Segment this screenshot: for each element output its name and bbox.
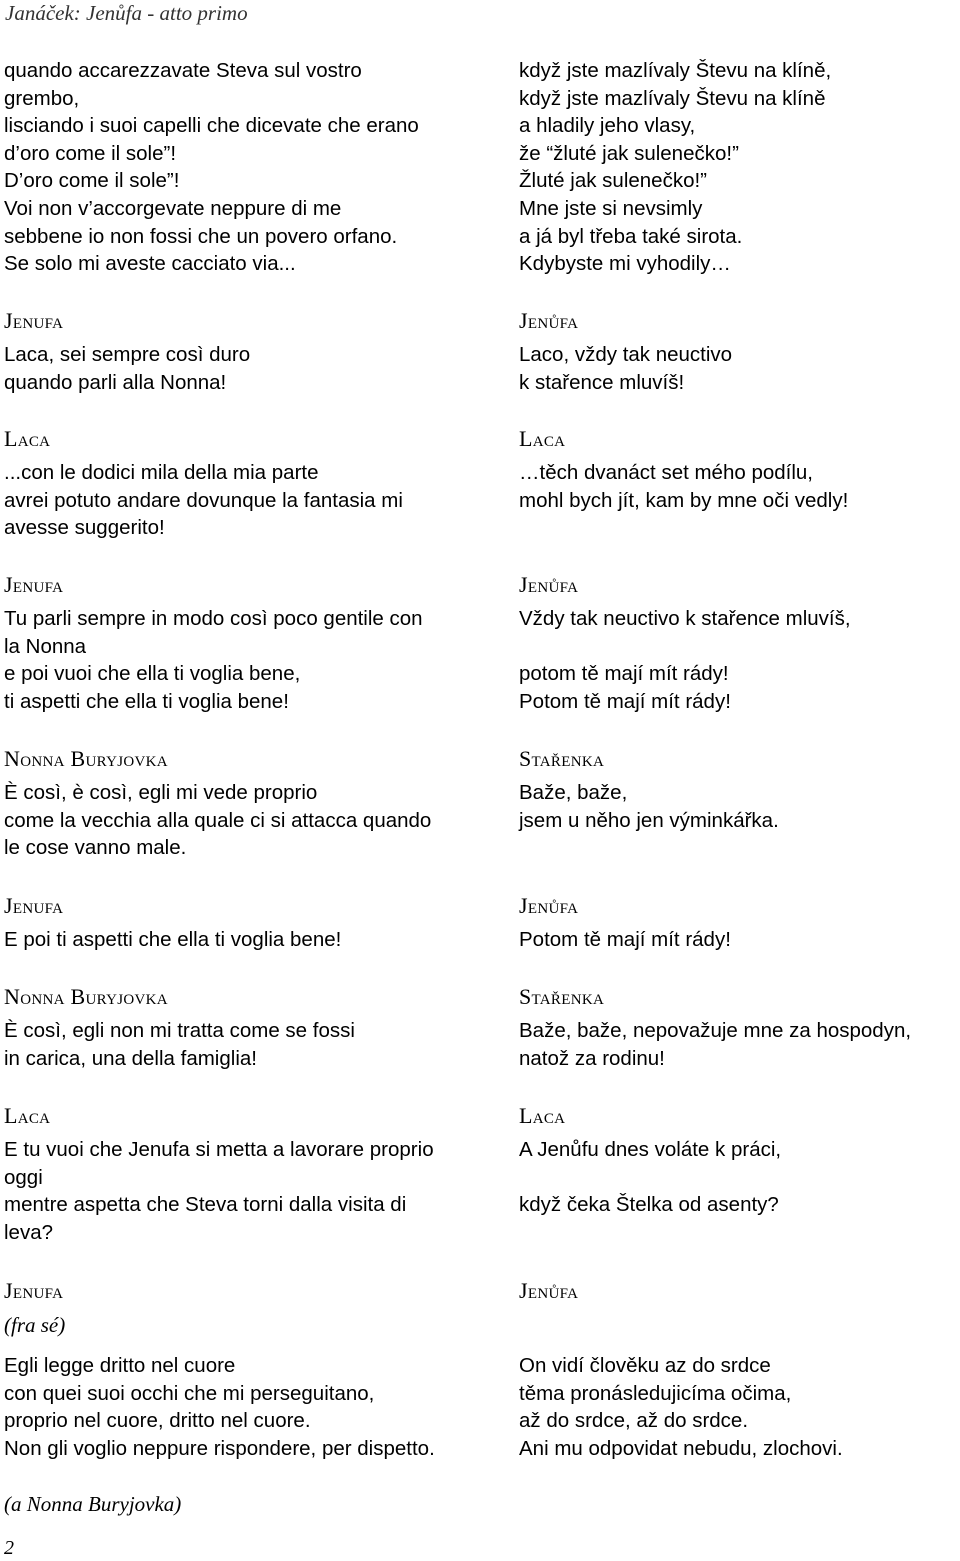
czech-block-7 [519, 1102, 781, 1219]
dialogue-line: Mne jste si nevsimly [519, 196, 703, 220]
speaker-name: Stařenka [519, 746, 605, 771]
dialogue-line: ...con le dodici mila della mia parte [4, 461, 319, 484]
dialogue-line: těma pronásledujicíma očima, [519, 1381, 792, 1405]
dialogue-lines [4, 926, 341, 954]
dialogue-line: Potom tě mají mít rády! [519, 689, 731, 713]
dialogue-line: mohl bych jít, kam by mne oči vedly! [519, 488, 849, 512]
czech-block-1 [519, 307, 732, 396]
italian-block-1 [4, 307, 250, 396]
dialogue-line: Voi non v’accorgevate neppure di me [4, 196, 342, 220]
dialogue-line: sebbene io non fossi che un povero orfano. [4, 224, 398, 248]
stage-direction: (fra sé) [4, 1313, 66, 1337]
dialogue-line: Kdybyste mi vyhodily… [519, 252, 731, 276]
dialogue-line: a já byl třeba také sirota. [519, 224, 743, 248]
dialogue-line: con quei suoi occhi che mi perseguitano, [4, 1381, 375, 1405]
dialogue-line: quando accarezzavate Steva sul vostro [4, 59, 362, 82]
dialogue-lines [519, 1352, 843, 1462]
italian-block-6 [4, 983, 355, 1072]
dialogue-lines [519, 57, 831, 278]
dialogue-line: come la vecchia alla quale ci si attacca quando [4, 808, 432, 832]
dialogue-line: když čeka Štelka od asenty? [519, 1193, 779, 1217]
dialogue-lines [519, 459, 848, 514]
czech-block-0 [519, 57, 831, 278]
speaker-name: Jenufa [4, 572, 64, 597]
dialogue-line: Baže, baže, [519, 781, 628, 804]
speaker-name: Laca [4, 1103, 51, 1128]
dialogue-line: …těch dvanáct set mého podílu, [519, 461, 814, 484]
dialogue-line: Vždy tak neuctivo k stařence mluvíš, [519, 607, 851, 630]
dialogue-line: avesse suggerito! [4, 516, 165, 540]
speaker-name: Jenůfa [519, 308, 579, 333]
czech-block-8 [519, 1277, 843, 1462]
dialogue-lines [519, 779, 779, 834]
dialogue-line: oggi [4, 1165, 43, 1189]
dialogue-line: Egli legge dritto nel cuore [4, 1354, 236, 1377]
dialogue-line: když jste mazlívaly Števu na klíně, [519, 59, 832, 82]
speaker-name: Jenufa [4, 893, 64, 918]
dialogue-line: Non gli voglio neppure rispondere, per dispetto. [4, 1436, 435, 1460]
czech-block-2 [519, 425, 848, 514]
italian-block-3 [4, 571, 423, 715]
dialogue-lines [4, 605, 423, 715]
czech-block-5 [519, 892, 731, 954]
italian-block-4 [4, 745, 431, 862]
speaker-name: Jenufa [4, 308, 64, 333]
dialogue-lines [4, 459, 403, 542]
dialogue-line: že “žluté jak sulenečko!” [519, 141, 739, 165]
dialogue-line: potom tě mají mít rády! [519, 662, 729, 686]
dialogue-line: Baže, baže, nepovažuje mne za hospodyn, [519, 1019, 912, 1042]
dialogue-lines [519, 605, 851, 715]
dialogue-lines [4, 1136, 434, 1246]
dialogue-lines [519, 1136, 781, 1219]
dialogue-line: Laco, vždy tak neuctivo [519, 343, 733, 366]
dialogue-line: ti aspetti che ella ti voglia bene! [4, 689, 289, 713]
dialogue-line: a hladily jeho vlasy, [519, 114, 696, 138]
dialogue-line: È così, egli non mi tratta come se fossi [4, 1019, 355, 1042]
dialogue-line: On vidí člověku az do srdce [519, 1354, 771, 1377]
dialogue-line: la Nonna [4, 634, 87, 658]
italian-block-8 [4, 1277, 435, 1462]
footer-stage-direction: (a Nonna Buryjovka) [4, 1492, 182, 1516]
speaker-name: Laca [519, 1103, 566, 1128]
dialogue-lines [4, 779, 431, 862]
speaker-name: Jenůfa [519, 1278, 579, 1303]
dialogue-line: natož za rodinu! [519, 1046, 665, 1070]
czech-block-6 [519, 983, 911, 1072]
dialogue-line: le cose vanno male. [4, 836, 187, 860]
italian-block-0 [4, 57, 419, 278]
italian-block-2 [4, 425, 403, 542]
page-number: 2 [4, 1537, 14, 1559]
speaker-name: Laca [519, 426, 566, 451]
dialogue-line: A Jenůfu dnes voláte k práci, [519, 1138, 782, 1161]
speaker-name: Jenůfa [519, 572, 579, 597]
dialogue-line: Se solo mi aveste cacciato via... [4, 252, 296, 276]
dialogue-line: jsem u něho jen výminkářka. [519, 808, 779, 832]
speaker-name: Nonna Buryjovka [4, 984, 168, 1009]
dialogue-line: Potom tě mají mít rády! [519, 928, 731, 951]
dialogue-line [519, 633, 851, 661]
dialogue-line: in carica, una della famiglia! [4, 1046, 257, 1070]
dialogue-line: mentre aspetta che Steva torni dalla visita di [4, 1193, 407, 1217]
dialogue-line: E tu vuoi che Jenufa si metta a lavorare proprio [4, 1138, 434, 1161]
dialogue-line: grembo, [4, 86, 80, 110]
dialogue-line: leva? [4, 1220, 54, 1244]
speaker-name: Jenufa [4, 1278, 64, 1303]
dialogue-lines [519, 1017, 911, 1072]
dialogue-line: quando parli alla Nonna! [4, 370, 227, 394]
czech-block-4 [519, 745, 779, 834]
dialogue-line: proprio nel cuore, dritto nel cuore. [4, 1409, 311, 1433]
dialogue-line: e poi vuoi che ella ti voglia bene, [4, 662, 301, 686]
italian-block-7 [4, 1102, 434, 1246]
speaker-name: Stařenka [519, 984, 605, 1009]
dialogue-line: Tu parli sempre in modo così poco gentile con [4, 607, 423, 630]
italian-block-5 [4, 892, 341, 954]
dialogue-line [519, 1164, 781, 1192]
speaker-name: Nonna Buryjovka [4, 746, 168, 771]
dialogue-lines [519, 341, 732, 396]
dialogue-line: když jste mazlívaly Števu na klíně [519, 86, 826, 110]
dialogue-line: k stařence mluvíš! [519, 370, 685, 394]
speaker-name: Laca [4, 426, 51, 451]
dialogue-line: D’oro come il sole”! [4, 169, 180, 193]
dialogue-line: lisciando i suoi capelli che dicevate che erano [4, 114, 419, 138]
dialogue-line: až do srdce, až do srdce. [519, 1409, 749, 1433]
czech-block-3 [519, 571, 851, 715]
dialogue-line: Žluté jak sulenečko!” [519, 169, 708, 193]
dialogue-line: È così, è così, egli mi vede proprio [4, 781, 318, 804]
dialogue-line: Ani mu odpovidat nebudu, zlochovi. [519, 1436, 843, 1460]
dialogue-lines [4, 1017, 355, 1072]
dialogue-line: avrei potuto andare dovunque la fantasia mi [4, 488, 403, 512]
running-head: Janáček: Jenůfa - atto primo [5, 1, 248, 25]
dialogue-lines [4, 341, 250, 396]
dialogue-line: d’oro come il sole”! [4, 141, 177, 165]
speaker-name: Jenůfa [519, 893, 579, 918]
dialogue-lines [4, 1352, 435, 1462]
dialogue-lines [519, 926, 731, 954]
dialogue-line: Laca, sei sempre così duro [4, 343, 251, 366]
dialogue-line: E poi ti aspetti che ella ti voglia bene! [4, 928, 342, 951]
dialogue-lines [4, 57, 419, 278]
